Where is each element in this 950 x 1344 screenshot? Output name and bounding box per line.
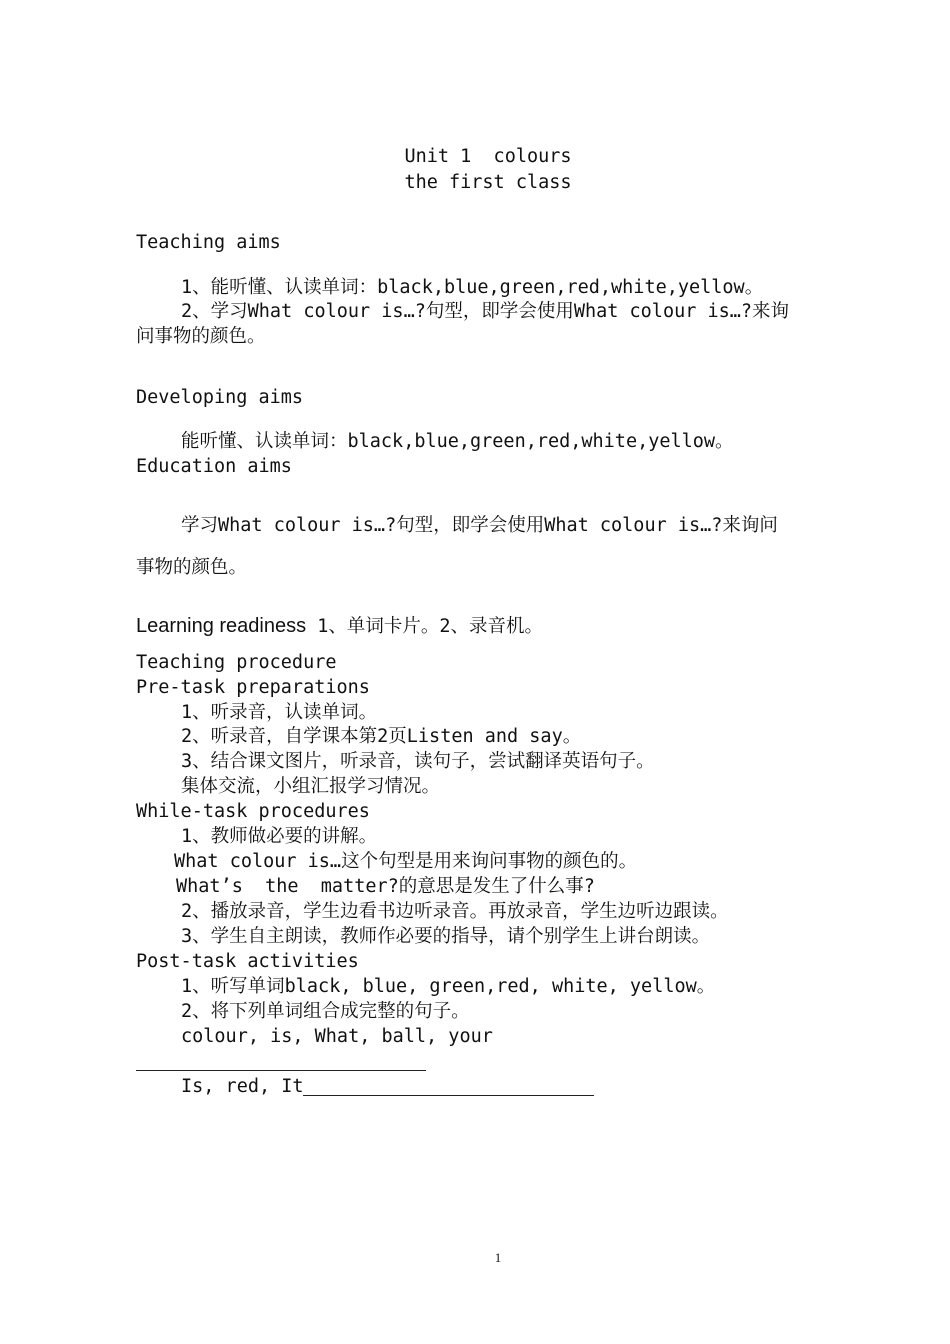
while-task-item-1: 1、教师做必要的讲解。	[181, 826, 378, 847]
while-task-note-2: What’s the matter?的意思是发生了什么事?	[176, 876, 595, 897]
learning-readiness	[136, 616, 543, 637]
developing-aims-heading: Developing aims	[136, 387, 304, 408]
developing-aims-text: 能听懂、认读单词：black,blue,green,red,white,yellow。	[181, 431, 734, 452]
learning-readiness-label: Learning readiness	[136, 615, 307, 637]
pre-task-item-4: 集体交流，小组汇报学习情况。	[181, 776, 441, 797]
while-task-item-2: 2、播放录音，学生边看书边听录音。再放录音，学生边听边跟读。	[181, 901, 729, 922]
teaching-procedure-heading: Teaching procedure	[136, 652, 337, 673]
post-task-heading: Post-task activities	[136, 951, 359, 972]
answer-blank-2	[303, 1095, 594, 1096]
page-subtitle: the first class	[404, 172, 572, 193]
education-aims-text: 学习What colour is…?句型，即学会使用What colour is…?来询问	[181, 515, 778, 536]
teaching-aim-2: 2、学习What colour is…?句型，即学会使用What colour is…?来询	[181, 301, 790, 322]
education-aims-text-continued: 事物的颜色。	[136, 557, 248, 578]
exercise-words-1: colour, is, What, ball, your	[181, 1026, 493, 1047]
page-number: 1	[494, 1250, 502, 1265]
pre-task-item-1: 1、听录音，认读单词。	[181, 702, 378, 723]
teaching-aim-2-continued: 问事物的颜色。	[136, 326, 266, 347]
education-aims-heading: Education aims	[136, 456, 292, 477]
while-task-heading: While-task procedures	[136, 801, 370, 822]
while-task-note-1: What colour is…这个句型是用来询问事物的颜色的。	[174, 851, 638, 872]
teaching-aims-heading: Teaching aims	[136, 232, 281, 253]
exercise-words-2: Is, red, It	[181, 1076, 304, 1097]
post-task-item-2: 2、将下列单词组合成完整的句子。	[181, 1001, 470, 1022]
while-task-item-3: 3、学生自主朗读，教师作必要的指导，请个别学生上讲台朗读。	[181, 926, 711, 947]
pre-task-item-3: 3、结合课文图片，听录音，读句子，尝试翻译英语句子。	[181, 751, 655, 772]
post-task-item-1: 1、听写单词black, blue, green,red, white, yellow。	[181, 976, 716, 997]
pre-task-item-2: 2、听录音，自学课本第2页Listen and say。	[181, 726, 582, 747]
teaching-aim-1: 1、能听懂、认读单词：black,blue,green,red,white,yellow。	[181, 277, 764, 298]
page-title: Unit 1 colours	[404, 146, 572, 167]
learning-readiness-text: 1、单词卡片。2、录音机。	[317, 616, 544, 637]
answer-blank-1	[136, 1070, 426, 1071]
pre-task-heading: Pre-task preparations	[136, 677, 370, 698]
